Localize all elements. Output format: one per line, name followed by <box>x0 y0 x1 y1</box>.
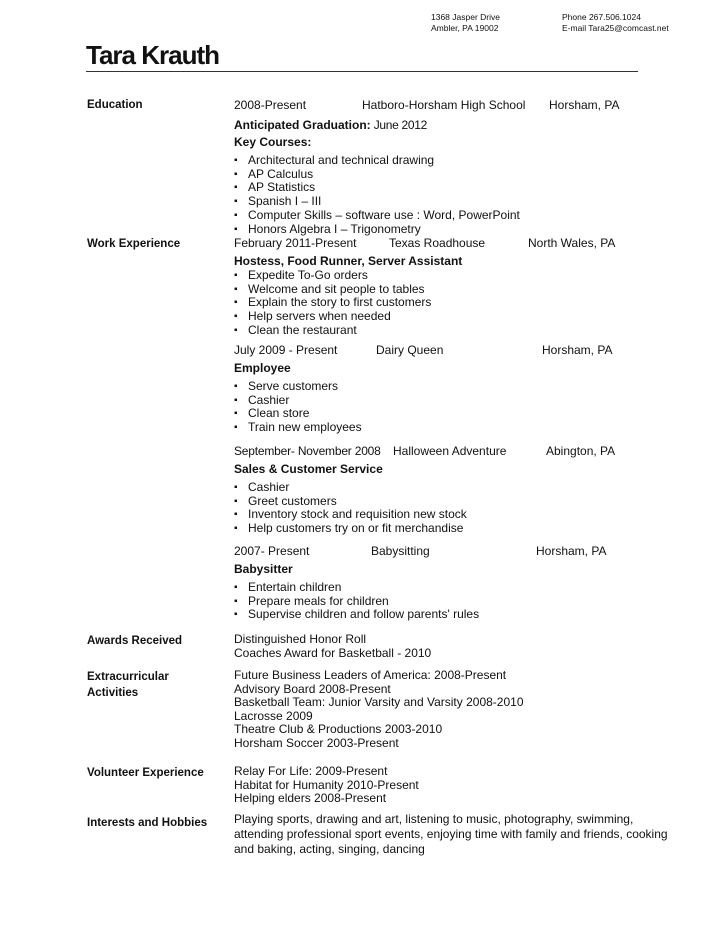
resume-name: Tara Krauth <box>86 40 219 70</box>
job-dates: February 2011-Present <box>234 236 357 250</box>
key-courses-heading: Key Courses: <box>234 135 312 149</box>
section-heading-volunteer: Volunteer Experience <box>87 767 204 779</box>
job-title: Employee <box>234 361 291 375</box>
section-heading-work: Work Experience <box>87 238 181 250</box>
list-item: Habitat for Humanity 2010-Present <box>234 777 419 792</box>
job-location: Horsham, PA <box>542 343 613 357</box>
list-item: ▪ Help servers when needed <box>234 310 431 324</box>
list-item: ▪ Computer Skills – software use : Word, PowerPoint <box>234 209 520 223</box>
list-item: ▪ Explain the story to first customers <box>234 296 431 310</box>
graduation-label: Anticipated Graduation: <box>234 118 371 132</box>
phone: Phone 267.506.1024 <box>562 12 641 22</box>
list-item: ▪ Cashier <box>234 394 362 408</box>
address-line-1: 1368 Jasper Drive <box>431 12 500 22</box>
list-item: ▪ Greet customers <box>234 495 467 509</box>
job-location: Abington, PA <box>546 444 616 458</box>
education-dates: 2008-Present <box>234 98 307 112</box>
address-line-2: Ambler, PA 19002 <box>431 23 499 33</box>
job-employer: Dairy Queen <box>376 343 444 357</box>
graduation-value: June 2012 <box>370 118 428 132</box>
list-item: ▪ Entertain children <box>234 581 479 595</box>
interests-line: Playing sports, drawing and art, listening to music, photography, swimming, <box>234 812 634 826</box>
list-item: ▪ Architectural and technical drawing <box>234 154 520 168</box>
duties-list <box>234 380 362 435</box>
list-item: ▪ AP Statistics <box>234 181 520 195</box>
job-title: Babysitter <box>234 562 293 576</box>
list-item: ▪ Clean store <box>234 407 362 421</box>
job-title: Hostess, Food Runner, Server Assistant <box>234 254 463 268</box>
job-employer: Texas Roadhouse <box>389 236 486 250</box>
list-item: ▪ Clean the restaurant <box>234 324 431 338</box>
interests-line: attending professional sport events, enjoying time with family and friends, cooking <box>234 827 668 841</box>
list-item: ▪ Supervise children and follow parents' rules <box>234 608 479 622</box>
list-item: ▪ Prepare meals for children <box>234 595 479 609</box>
duties-list <box>234 481 467 536</box>
list-item: Horsham Soccer 2003-Present <box>234 735 399 750</box>
list-item: Distinguished Honor Roll <box>234 632 367 646</box>
job-dates: 2007- Present <box>234 544 310 558</box>
interests-text <box>234 812 668 857</box>
job-location: North Wales, PA <box>528 236 616 250</box>
list-item: Lacrosse 2009 <box>234 708 313 723</box>
job-dates: September- November 2008 <box>234 444 381 458</box>
volunteer-list <box>234 765 419 806</box>
list-item: ▪ Inventory stock and requisition new stock <box>234 508 467 522</box>
job-title: Sales & Customer Service <box>234 462 383 476</box>
list-item: ▪ Cashier <box>234 481 467 495</box>
list-item: ▪ Expedite To-Go orders <box>234 269 431 283</box>
list-item: Relay For Life: 2009-Present <box>234 764 388 778</box>
section-heading-education: Education <box>87 99 143 111</box>
job-employer: Halloween Adventure <box>393 444 507 458</box>
list-item: Theatre Club & Productions 2003-2010 <box>234 722 443 737</box>
section-heading-awards: Awards Received <box>87 635 183 647</box>
list-item: ▪ Help customers try on or fit merchandise <box>234 522 467 536</box>
list-item: Helping elders 2008-Present <box>234 791 387 806</box>
courses-list <box>234 154 520 236</box>
duties-list <box>234 269 431 338</box>
graduation-line <box>234 116 427 134</box>
list-item: ▪ Spanish I – III <box>234 195 520 209</box>
list-item: ▪ Train new employees <box>234 421 362 435</box>
duties-list <box>234 581 479 622</box>
job-employer: Babysitting <box>371 544 430 558</box>
section-heading-activities: Activities <box>87 687 139 699</box>
list-item: Future Business Leaders of America: 2008-Present <box>234 668 507 682</box>
header-rule <box>86 71 638 72</box>
list-item: Coaches Award for Basketball - 2010 <box>234 645 432 660</box>
job-dates: July 2009 - Present <box>234 343 338 357</box>
list-item: ▪ Serve customers <box>234 380 362 394</box>
list-item: ▪ AP Calculus <box>234 168 520 182</box>
section-heading-interests: Interests and Hobbies <box>87 817 208 829</box>
education-location: Horsham, PA <box>549 98 620 112</box>
job-location: Horsham, PA <box>536 544 607 558</box>
list-item: ▪ Honors Algebra I – Trigonometry <box>234 223 520 237</box>
email: E-mail Tara25@comcast.net <box>562 23 669 33</box>
section-heading-extracurricular: Extracurricular <box>87 671 169 683</box>
education-school: Hatboro-Horsham High School <box>362 98 526 112</box>
list-item: ▪ Welcome and sit people to tables <box>234 283 431 297</box>
interests-line: and baking, acting, singing, dancing <box>234 842 425 856</box>
extracurricular-list <box>234 669 524 751</box>
list-item: Advisory Board 2008-Present <box>234 681 391 696</box>
awards-list <box>234 633 431 660</box>
list-item: Basketball Team: Junior Varsity and Varsity 2008-2010 <box>234 695 524 710</box>
